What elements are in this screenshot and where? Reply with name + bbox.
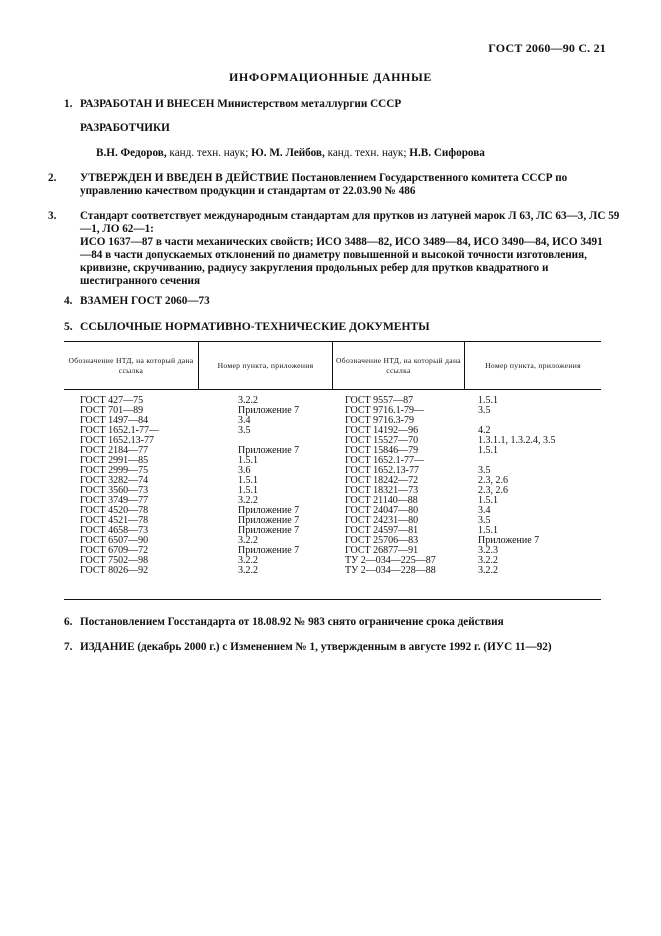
table-cell: ГОСТ 3749—77 (80, 495, 149, 506)
table-cell: ГОСТ 1652.13-77 (80, 435, 154, 446)
section-3 (48, 210, 624, 236)
table-cell: 2.3, 2.6 (478, 485, 508, 496)
table-header (64, 342, 601, 390)
table-cell: 1.3.1.1, 1.3.2.4, 3.5 (478, 435, 556, 446)
table-cell: 3.5 (238, 425, 251, 436)
developer-name: Н.В. Сифорова (409, 147, 485, 159)
table-cell: Приложение 7 (238, 405, 300, 416)
references-table (64, 341, 601, 600)
table-cell: 3.2.2 (238, 535, 258, 546)
table-cell: Приложение 7 (238, 505, 300, 516)
table-cell: ГОСТ 3282—74 (80, 475, 149, 486)
section-1 (64, 98, 608, 111)
table-cell: ГОСТ 1652.1-77— (345, 455, 424, 466)
table-cell: Приложение 7 (478, 535, 540, 546)
section-1-rest: Министерством металлургии СССР (214, 98, 402, 110)
section-6 (64, 616, 608, 629)
table-cell: 3.4 (238, 415, 251, 426)
section-2 (48, 172, 624, 198)
table-cell: ГОСТ 6507—90 (80, 535, 149, 546)
table-cell: ГОСТ 3560—73 (80, 485, 149, 496)
table-cell: ГОСТ 24047—80 (345, 505, 419, 516)
table-cell: ГОСТ 427—75 (80, 395, 144, 406)
table-cell: ГОСТ 24231—80 (345, 515, 419, 526)
section-2-number: 2. (48, 172, 57, 184)
section-6-text: Постановлением Госстандарта от 18.08.92 № 983 снято ограничение срока действия (80, 616, 504, 628)
table-cell: ГОСТ 4658—73 (80, 525, 149, 536)
table-cell: ГОСТ 1497—84 (80, 415, 149, 426)
section-7 (64, 641, 624, 654)
table-cell: ГОСТ 15527—70 (345, 435, 419, 446)
section-3-iso: ИСО 1637—87 в части механических свойств; ИСО 3488—82, ИСО 3489—84, ИСО 3490—84, ИСО 3491—84 в части допускаемых отклонений по диаметру повышенной и высокой точности изготовления, кривизне, скручиванию, радиусу закругления продольных ребер для прутков квадратного и шестигранного сечения (80, 236, 603, 287)
section-2-lead: УТВЕРЖДЕН И ВВЕДЕН В ДЕЙСТВИЕ (80, 172, 289, 184)
section-4-text: ВЗАМЕН ГОСТ 2060—73 (80, 295, 210, 307)
table-cell: ГОСТ 4520—78 (80, 505, 149, 516)
developer-name: Ю. М. Лейбов, (251, 147, 325, 159)
table-cell: Приложение 7 (238, 445, 300, 456)
section-6-number: 6. (64, 616, 73, 628)
table-cell: 3.2.3 (478, 545, 498, 556)
section-2-rest: Постановлением Государственного комитета СССР по управлению качеством продукции и стандартам от 22.03.90 № 486 (80, 172, 568, 197)
section-5 (64, 320, 608, 333)
section-1-lead: РАЗРАБОТАН И ВНЕСЕН (80, 98, 215, 110)
table-cell: 3.5 (478, 515, 491, 526)
table-cell: 4.2 (478, 425, 491, 436)
table-cell: ГОСТ 24597—81 (345, 525, 419, 536)
table-cell: ГОСТ 25706—83 (345, 535, 419, 546)
table-cell: Приложение 7 (238, 545, 300, 556)
section-7-text: ИЗДАНИЕ (декабрь 2000 г.) с Изменением № 1, утвержденным в августе 1992 г. (ИУС 11—92) (80, 641, 552, 653)
table-cell: ГОСТ 9716.3-79 (345, 415, 414, 426)
header-doc-right: Обозначение НТД, на который дана ссылка (336, 355, 461, 375)
table-cell: ГОСТ 9557—87 (345, 395, 414, 406)
table-cell: ГОСТ 2999—75 (80, 465, 149, 476)
section-5-text: ССЫЛОЧНЫЕ НОРМАТИВНО-ТЕХНИЧЕСКИЕ ДОКУМЕНТЫ (80, 320, 430, 333)
developer-title: канд. техн. наук; (166, 147, 252, 159)
table-cell: 1.5.1 (478, 445, 498, 456)
column-doc-right (345, 396, 436, 576)
column-doc-left (80, 396, 159, 576)
table-cell: ГОСТ 7502—98 (80, 555, 149, 566)
table-cell: ТУ 2—034—225—87 (345, 555, 436, 566)
table-cell: Приложение 7 (238, 515, 300, 526)
table-cell: 3.2.2 (238, 565, 258, 576)
table-cell: ГОСТ 1652.13-77 (345, 465, 419, 476)
table-cell: 3.2.2 (238, 555, 258, 566)
section-4-number: 4. (64, 295, 73, 307)
table-cell: 3.4 (478, 505, 491, 516)
section-7-number: 7. (64, 641, 73, 653)
header-doc-left: Обозначение НТД, на который дана ссылка (68, 355, 194, 375)
table-cell: 3.2.2 (238, 495, 258, 506)
page-header: ГОСТ 2060—90 С. 21 (488, 41, 606, 55)
section-1-number: 1. (64, 98, 73, 110)
table-cell: ГОСТ 1652.1-77— (80, 425, 159, 436)
table-cell: ГОСТ 15846—79 (345, 445, 419, 456)
header-item-left: Номер пункта, приложения (217, 360, 314, 370)
developers-list (96, 147, 616, 160)
table-cell: 1.5.1 (478, 395, 498, 406)
table-cell: 3.5 (478, 465, 491, 476)
table-cell: ГОСТ 6709—72 (80, 545, 149, 556)
table-cell: 1.5.1 (238, 485, 258, 496)
table-cell: 1.5.1 (478, 495, 498, 506)
section-4 (64, 295, 608, 308)
table-cell: ГОСТ 4521—78 (80, 515, 149, 526)
developer-name: В.Н. Федоров, (96, 147, 167, 159)
section-5-number: 5. (64, 320, 73, 333)
table-cell: ГОСТ 26877—91 (345, 545, 419, 556)
document-title: ИНФОРМАЦИОННЫЕ ДАННЫЕ (229, 70, 432, 84)
table-cell: 1.5.1 (238, 455, 258, 466)
table-cell: ГОСТ 14192—96 (345, 425, 419, 436)
table-cell: ГОСТ 18242—72 (345, 475, 419, 486)
section-3-line1: Стандарт соответствует международным стандартам для прутков из латуней марок Л 63, ЛС 63—3, ЛС 59—1, ЛО 62—1: (80, 210, 620, 235)
table-cell: 1.5.1 (238, 475, 258, 486)
table-cell: ГОСТ 8026—92 (80, 565, 149, 576)
section-3-number: 3. (48, 210, 57, 222)
table-cell: ГОСТ 2184—77 (80, 445, 149, 456)
table-cell: ГОСТ 2991—85 (80, 455, 149, 466)
header-item-right: Номер пункта, приложения (485, 360, 581, 370)
table-cell: ГОСТ 9716.1-79— (345, 405, 424, 416)
table-cell: 3.2.2 (478, 555, 498, 566)
table-cell: ГОСТ 701—89 (80, 405, 144, 416)
table-cell: ГОСТ 21140—88 (345, 495, 418, 506)
developers-label: РАЗРАБОТЧИКИ (80, 122, 170, 134)
table-cell: Приложение 7 (238, 525, 300, 536)
developer-title: канд. техн. наук; (324, 147, 410, 159)
table-cell: 1.5.1 (478, 525, 498, 536)
table-cell: 3.5 (478, 405, 491, 416)
column-item-left (238, 396, 299, 576)
table-cell: 3.2.2 (238, 395, 258, 406)
column-item-right (478, 396, 556, 576)
table-cell: ТУ 2—034—228—88 (345, 565, 436, 576)
table-cell: ГОСТ 18321—73 (345, 485, 419, 496)
table-cell: 2.3, 2.6 (478, 475, 508, 486)
table-cell: 3.6 (238, 465, 251, 476)
table-cell: 3.2.2 (478, 565, 498, 576)
